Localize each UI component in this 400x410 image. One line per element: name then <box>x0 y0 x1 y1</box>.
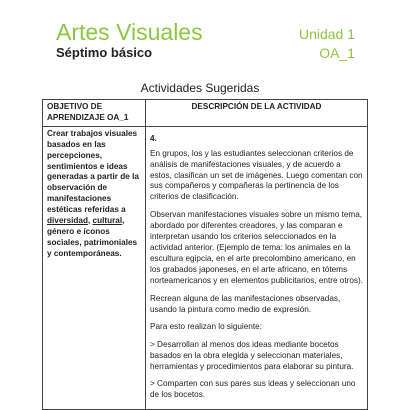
bullet-item: > Comparten con sus pares sus ideas y seleccionan uno de los bocetos. <box>150 379 356 399</box>
table-row <box>43 126 368 409</box>
bullet-item: > Desarrollan al menos dos ideas mediante bocetos basados en la obra elegida y seleccionan materiales, herramientas y procedimientos para elaborar su pintura. <box>150 340 354 372</box>
unit-label: Unidad 1 <box>298 26 355 42</box>
objective-link-diversidad: diversidad <box>47 216 88 226</box>
description-paragraph: Para esto realizan lo siguiente: <box>150 322 262 332</box>
description-paragraph: En grupos, los y las estudiantes seleccionan criterios de análisis de manifestaciones visuales, y de acuerdo a estos, clasifican un set de imágenes. Luego comentan con sus compañeros y compañeras la pertinencia de los criterios de clasificación. <box>150 148 363 202</box>
objective-column-header: OBJETIVO DE APRENDIZAJE OA_1 <box>43 100 146 127</box>
description-paragraph: Recrean alguna de las manifestaciones observadas, usando la pintura como medio de expresión. <box>150 293 341 314</box>
activity-number: 4. <box>150 133 157 143</box>
description-paragraph: Observan manifestaciones visuales sobre un mismo tema, abordado por diferentes creadores, y las comparan e interpretan usando los criterios seleccionados en la actividad anterior. (Ejemplo de tema: los animales en la escultura egipcia, en el arte precolombino americano, en los grabados japoneses, en el arte africano, en tótems norteamericanos y en elementos publicitarios, entre otros). <box>150 210 363 285</box>
oa-code: OA_1 <box>319 45 355 61</box>
activities-table <box>42 99 368 410</box>
page-title: Artes Visuales <box>56 19 203 45</box>
grade-level: Séptimo básico <box>56 45 153 60</box>
objective-text: Crear trabajos visuales basados en las percepciones, sentimientos e ideas generadas a partir de la observación de manifestaciones estéticas referidas a <box>47 128 139 215</box>
objective-comma: , <box>87 216 93 226</box>
objective-text-end: , género e íconos sociales, patrimoniales y contemporáneas. <box>47 216 138 258</box>
objective-cell <box>43 126 146 409</box>
description-column-header: DESCRIPCIÓN DE LA ACTIVIDAD <box>146 100 368 127</box>
table-header-row <box>43 100 368 127</box>
description-cell <box>146 126 368 409</box>
section-title: Actividades Sugeridas <box>140 81 260 95</box>
objective-link-cultural: cultural <box>92 216 123 226</box>
